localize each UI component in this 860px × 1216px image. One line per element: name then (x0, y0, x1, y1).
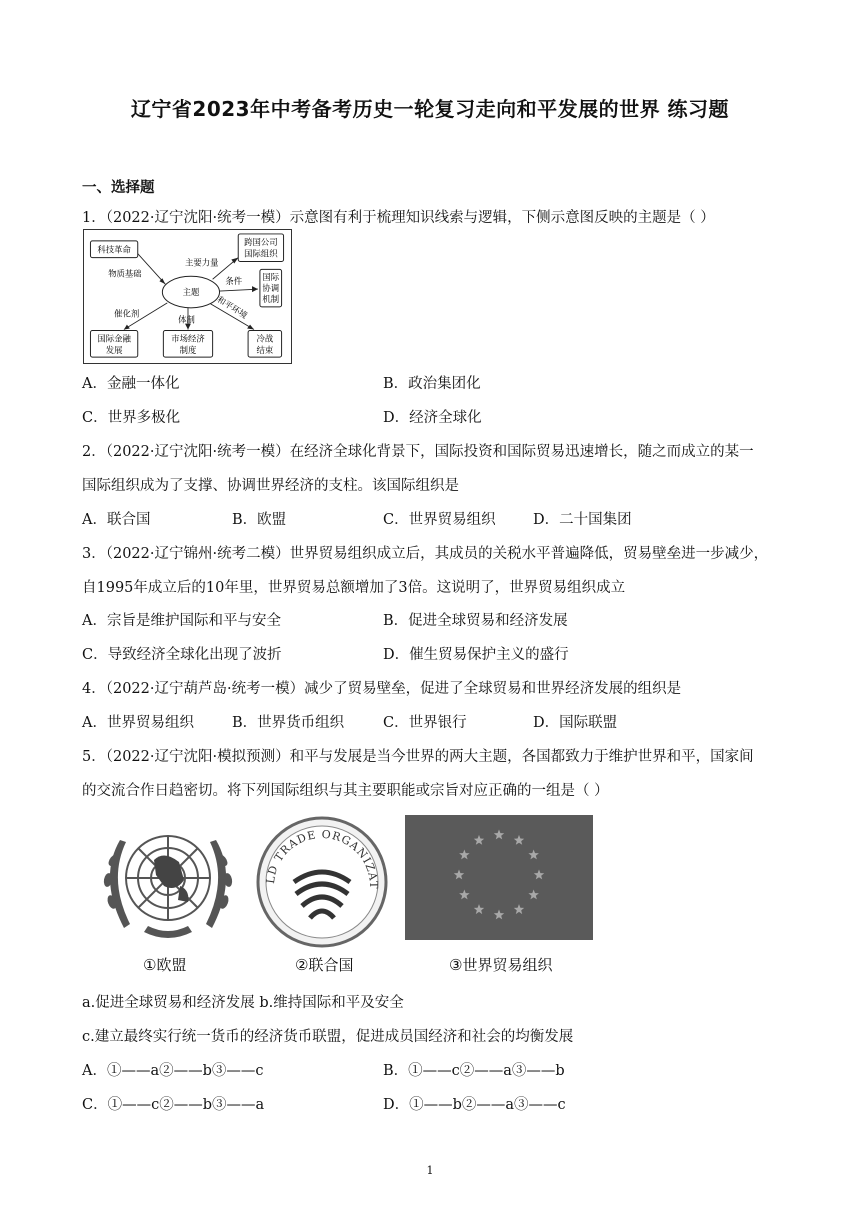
q2-line1: 2．（2022·辽宁沈阳·统考一模）在经济全球化背景下，国际投资和国际贸易迅速增长，随之而成立的某一 (82, 444, 754, 460)
q1-option-b: B．政治集团化 (383, 376, 481, 392)
box-jinrong-2: 发展 (105, 345, 123, 356)
eu-star-icon (454, 870, 464, 880)
q2-option-c: C．世界贸易组织 (383, 512, 496, 528)
box-guoji-1: 国际 (262, 272, 280, 283)
box-jinrong-1: 国际金融 (97, 333, 131, 344)
wto-logo-image (252, 816, 392, 948)
eu-star-icon (514, 835, 524, 845)
box-shichang-1: 市场经济 (171, 333, 205, 344)
eu-star-icon (459, 850, 470, 860)
box-keji: 科技革命 (97, 244, 131, 255)
q5-option-b: B．①——c②——a③——b (383, 1063, 565, 1079)
label-tiaojian: 条件 (225, 276, 243, 287)
caption-eu: ①欧盟 (143, 956, 187, 974)
q3-option-a: A．宗旨是维护国际和平与安全 (82, 613, 281, 629)
eu-star-icon (514, 904, 524, 914)
q1-option-c: C．世界多极化 (82, 410, 181, 426)
q5-option-a: A．①——a②——b③——c (82, 1063, 264, 1079)
box-shichang-2: 制度 (179, 345, 197, 356)
un-emblem-image (84, 820, 252, 950)
eu-star-icon (474, 904, 484, 914)
page-number: 1 (426, 1164, 434, 1177)
q4-option-a: A．世界贸易组织 (82, 715, 194, 731)
eu-star-icon (494, 910, 504, 920)
q3-option-c: C．导致经济全球化出现了波折 (82, 647, 282, 663)
q1-diagram (83, 229, 292, 364)
q1-option-d: D．经济全球化 (383, 410, 482, 426)
eu-star-icon (528, 850, 539, 860)
box-guoji-3: 机制 (262, 293, 280, 304)
section-heading: 一、选择题 (82, 180, 155, 196)
page-title: 辽宁省2023年中考备考历史一轮复习走向和平发展的世界 练习题 (130, 97, 730, 121)
q4-option-b: B．世界货币组织 (232, 715, 345, 731)
q5-line1: 5．（2022·辽宁沈阳·模拟预测）和平与发展是当今世界的两大主题，各国都致力于维护世界和平，国家间 (82, 749, 754, 765)
q5-statement-ab: a.促进全球贸易和经济发展 b.维持国际和平及安全 (82, 995, 404, 1011)
eu-star-icon (474, 835, 484, 845)
q4-option-c: C．世界银行 (383, 715, 467, 731)
label-tizhi: 体制 (178, 314, 195, 325)
q1-stem: 1．（2022·辽宁沈阳·统考一模）示意图有利于梳理知识线索与逻辑，下侧示意图反映的主题是（ ） (82, 210, 715, 226)
q2-line2: 国际组织成为了支撑、协调世界经济的支柱。该国际组织是 (82, 478, 459, 494)
box-guoji-2: 协调 (262, 283, 280, 294)
label-heping: 和平环境 (215, 294, 250, 321)
q2-option-a: A．联合国 (82, 512, 151, 528)
q3-line2: 自1995年成立后的10年里，世界贸易总额增加了3倍。这说明了，世界贸易组织成立 (82, 580, 626, 596)
box-kuaguo-2: 国际组织 (244, 248, 278, 259)
label-zhuyao: 主要力量 (185, 257, 219, 268)
label-cuihuaji: 催化剂 (114, 308, 140, 319)
wto-ring-text: LD TRADE ORGANIZAT (263, 827, 381, 890)
diagram-center: 主题 (182, 287, 200, 298)
eu-star-icon (534, 870, 544, 880)
q5-line2: 的交流合作日趋密切。将下列国际组织与其主要职能或宗旨对应正确的一组是（ ） (82, 783, 609, 799)
caption-un: ②联合国 (295, 956, 354, 974)
label-wuzhi: 物质基础 (108, 268, 142, 279)
caption-wto: ③世界贸易组织 (449, 956, 553, 974)
q3-line1: 3．（2022·辽宁锦州·统考二模）世界贸易组织成立后，其成员的关税水平普遍降低，贸易壁垒进一步减少， (82, 546, 769, 562)
eu-star-icon (528, 890, 539, 900)
q1-option-a: A．金融一体化 (82, 376, 180, 392)
box-lengzhan-2: 结束 (256, 345, 274, 356)
q5-option-c: C．①——c②——b③——a (82, 1097, 265, 1113)
q5-statement-c: c.建立最终实行统一货币的经济货币联盟，促进成员国经济和社会的均衡发展 (82, 1029, 574, 1045)
q4-line1: 4．（2022·辽宁葫芦岛·统考一模）减少了贸易壁垒，促进了全球贸易和世界经济发展的组织是 (82, 681, 682, 697)
box-lengzhan-1: 冷战 (256, 333, 274, 344)
q2-option-d: D．二十国集团 (533, 512, 632, 528)
q3-option-d: D．催生贸易保护主义的盛行 (383, 647, 569, 663)
eu-star-icon (459, 890, 470, 900)
q4-option-d: D．国际联盟 (533, 715, 618, 731)
q2-option-b: B．欧盟 (232, 512, 287, 528)
eu-star-icon (494, 830, 504, 840)
q3-option-b: B．促进全球贸易和经济发展 (383, 613, 568, 629)
eu-flag-image (405, 815, 593, 940)
box-kuaguo-1: 跨国公司 (244, 236, 278, 247)
q5-option-d: D．①——b②——a③——c (383, 1097, 566, 1113)
